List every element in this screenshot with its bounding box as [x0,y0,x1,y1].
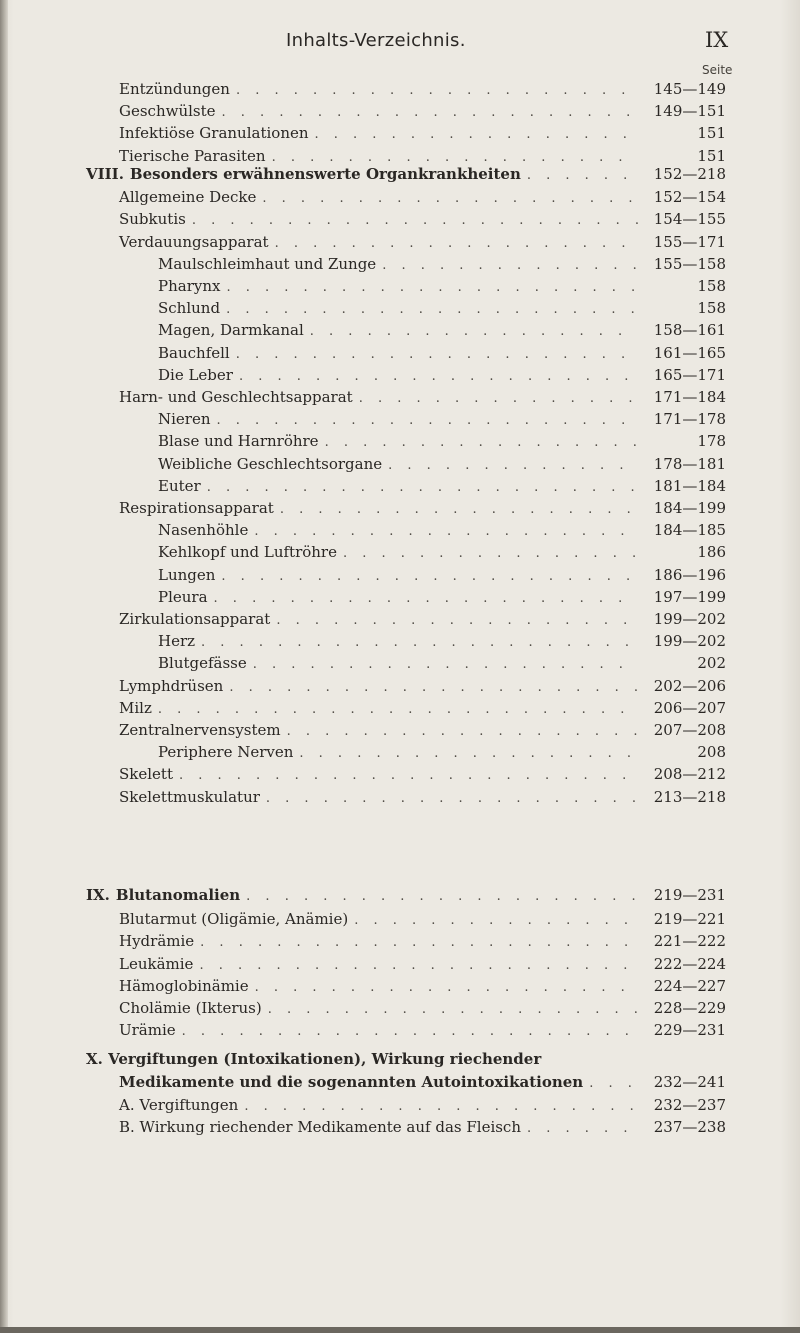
toc-entry-pages: 151 [697,146,726,165]
toc-entry-pages: 224—227 [653,976,726,995]
page-number: IX [705,28,729,52]
toc-entry [119,186,726,208]
toc-entry-label: Nasenhöhle [158,521,249,540]
toc-entry-pages: 213—218 [653,787,726,806]
toc-entry-pages: 221—222 [653,932,726,951]
toc-entry [158,586,726,608]
toc-entry [158,475,726,497]
toc-entry-label: Besonders erwähnenswerte Organkrankheiten [129,165,521,183]
toc-section-heading [86,1048,541,1071]
toc-entry-label: Leukämie [119,954,194,973]
toc-entry [158,741,726,763]
dot-leader [299,743,638,765]
toc-entry-label: Hydrämie [119,932,195,951]
dot-leader [253,654,638,676]
toc-entry-pages: 171—184 [653,388,726,406]
dot-leader [262,188,638,210]
toc-entry-label: Euter [158,476,201,495]
toc-entry [119,1094,726,1116]
toc-entry-pages: 158 [697,299,726,318]
dot-leader [254,521,638,543]
dot-leader [275,233,638,255]
toc-entry-label: Blutanomalien [115,886,241,904]
dot-leader [222,102,638,124]
toc-entry-pages: 206—207 [653,698,726,717]
toc-section-heading [119,1071,726,1093]
toc-entry-label: Kehlkopf und Luftröhre [158,543,337,562]
toc-entry [119,608,726,630]
dot-leader [354,910,638,932]
dot-leader [589,1073,638,1095]
dot-leader [527,165,638,187]
toc-entry-label: Pleura [158,587,208,606]
toc-entry-label: Lungen [158,565,216,584]
section-number: X. [86,1050,109,1068]
dot-leader [388,455,638,477]
section-number: IX. [86,886,110,904]
section-title: Vergiftungen (Intoxikationen), Wirkung riechender [108,1050,542,1068]
dot-leader [268,999,638,1021]
toc-entry-label: Periphere Nerven [158,743,294,762]
toc-entry [119,386,726,408]
toc-entry [119,208,726,230]
toc-entry [119,697,726,719]
toc-entry-pages: 219—231 [653,886,726,904]
running-title: Inhalts-Verzeichnis. [286,30,466,51]
toc-entry-label: Milz [119,698,152,717]
toc-entry-label: Lymphdrüsen [119,676,224,695]
page-binding-shadow [0,0,8,1333]
toc-entry-pages: 165—171 [653,365,726,384]
dot-leader [325,432,638,454]
toc-entry [119,763,726,785]
dot-leader [158,699,638,721]
toc-entry [119,675,726,697]
toc-entry-label: B. Wirkung riechender Medikamente auf das Fleisch [119,1118,521,1137]
toc-entry-pages: 228—229 [653,999,726,1017]
dot-leader [182,1021,638,1043]
dot-leader [229,677,638,699]
toc-entry-pages: 199—202 [653,610,726,628]
toc-entry [158,342,726,364]
dot-leader [192,210,638,232]
dot-leader [280,499,638,521]
dot-leader [315,124,638,146]
dot-leader [236,80,638,102]
toc-entry [158,630,726,652]
toc-entry-label: Skelett [119,765,173,784]
toc-entry-label: Infektiöse Granulationen [119,124,309,143]
toc-entry [119,930,726,952]
dot-leader [527,1118,638,1140]
toc-entry-label: Zentralnervensystem [119,721,281,739]
toc-entry-label: Tierische Parasiten [119,146,266,165]
toc-entry-pages: 181—184 [653,476,726,495]
toc-entry-label: Verdauungsapparat [119,232,269,251]
toc-entry-pages: 152—218 [653,165,726,183]
toc-entry [119,231,726,253]
dot-leader [207,477,638,499]
toc-entry-pages: 208 [697,743,726,762]
toc-entry [119,786,726,808]
toc-entry-pages: 202—206 [653,676,726,695]
toc-entry-label: Subkutis [119,210,186,229]
toc-entry-pages: 178 [697,432,726,451]
toc-entry-pages: 152—154 [653,188,726,207]
toc-entry-label: Die Leber [158,365,233,384]
dot-leader [276,610,638,632]
dot-leader [199,955,638,977]
toc-entry-label: Blase und Harnröhre [158,432,319,451]
toc-entry-label: Weibliche Geschlechtsorgane [158,454,383,473]
toc-entry-label: Maulschleimhaut und Zunge [158,254,377,273]
toc-entry [119,975,726,997]
dot-leader [244,1096,638,1118]
dot-leader [221,566,638,588]
toc-entry-label: Harn- und Geschlechtsapparat [119,388,353,406]
dot-leader [214,588,638,610]
toc-entry-label: Urämie [119,1021,176,1040]
toc-entry [158,408,726,430]
dot-leader [201,632,638,654]
toc-entry-label: Magen, Darmkanal [158,321,304,340]
toc-entry-label: Hämoglobinämie [119,976,249,995]
toc-entry [119,1019,726,1041]
toc-entry-label: Pharynx [158,277,221,295]
dot-leader [200,932,638,954]
toc-entry-label: A. Vergiftungen [119,1096,239,1114]
toc-entry [119,497,726,519]
toc-entry-pages: 155—158 [653,254,726,273]
toc-entry [119,78,726,100]
toc-section-heading [86,884,726,906]
toc-entry-pages: 178—181 [653,454,726,473]
toc-entry-pages: 154—155 [653,210,726,229]
toc-entry-pages: 161—165 [653,343,726,362]
dot-leader [287,721,638,743]
toc-entry-label: Bauchfell [158,343,230,362]
toc-entry-pages: 186—196 [653,565,726,584]
column-label: Seite [702,63,733,77]
toc-entry-pages: 202 [697,654,726,673]
toc-entry-label: Medikamente und die sogenannten Autointoxikationen [119,1073,584,1091]
toc-entry-label: Blutarmut (Oligämie, Anämie) [119,910,349,929]
toc-entry-pages: 149—151 [653,102,726,121]
toc-entry-pages: 232—237 [653,1096,726,1114]
toc-entry-label: Entzündungen [119,80,230,98]
toc-entry [119,908,726,930]
toc-section-heading [86,163,726,185]
section-number: VIII. [86,165,124,183]
dot-leader [217,410,638,432]
dot-leader [266,788,638,810]
dot-leader [255,977,638,999]
toc-entry [158,652,726,674]
toc-entry [119,122,726,144]
toc-entry [158,564,726,586]
toc-entry-label: Blutgefässe [158,654,247,673]
toc-entry-pages: 158—161 [653,321,726,340]
toc-entry [158,319,726,341]
toc-entry-label: Schlund [158,299,221,318]
dot-leader [236,344,638,366]
toc-entry-pages: 155—171 [653,232,726,251]
toc-entry [119,719,726,741]
dot-leader [382,255,638,277]
toc-entry [158,453,726,475]
toc-entry [158,297,726,319]
toc-entry-label: Cholämie (Ikterus) [119,999,262,1017]
toc-entry [119,953,726,975]
toc-entry [158,364,726,386]
toc-entry-label: Nieren [158,410,211,429]
toc-entry [158,275,726,297]
dot-leader [246,886,638,908]
toc-entry [119,997,726,1019]
toc-entry-pages: 207—208 [653,721,726,739]
dot-leader [226,277,638,299]
toc-entry-label: Allgemeine Decke [119,188,257,207]
toc-entry-pages: 184—199 [653,499,726,517]
toc-entry-label: Skelettmuskulatur [119,787,260,806]
toc-entry-label: Herz [158,632,196,651]
page-header [0,30,800,56]
toc-entry-pages: 237—238 [653,1118,726,1137]
toc-entry [119,1116,726,1138]
dot-leader [359,388,638,410]
toc-entry [158,519,726,541]
toc-entry-label: Zirkulationsapparat [119,610,271,628]
toc-entry-pages: 151 [697,124,726,143]
toc-entry [158,430,726,452]
toc-entry-label: Geschwülste [119,102,216,121]
toc-entry [158,541,726,563]
toc-entry-pages: 197—199 [653,587,726,606]
dot-leader [310,321,638,343]
toc-entry-pages: 232—241 [653,1073,726,1091]
toc-entry [119,100,726,122]
toc-entry-pages: 229—231 [653,1021,726,1040]
toc-entry-pages: 186 [697,543,726,562]
dot-leader [179,765,638,787]
toc-entry-pages: 199—202 [653,632,726,651]
toc-entry-pages: 171—178 [653,410,726,429]
toc-entry-pages: 208—212 [653,765,726,784]
toc-entry-pages: 219—221 [653,910,726,929]
toc-entry-pages: 158 [697,277,726,295]
toc-entry [158,253,726,275]
toc-entry-pages: 184—185 [653,521,726,540]
section-title-line1 [86,1048,541,1071]
toc-entry-label: Respirationsapparat [119,499,274,517]
dot-leader [343,543,638,565]
dot-leader [239,366,638,388]
toc-entry-pages: 145—149 [653,80,726,98]
toc-entry-pages: 222—224 [653,954,726,973]
dot-leader [226,299,638,321]
page-bottom-edge [0,1327,800,1333]
